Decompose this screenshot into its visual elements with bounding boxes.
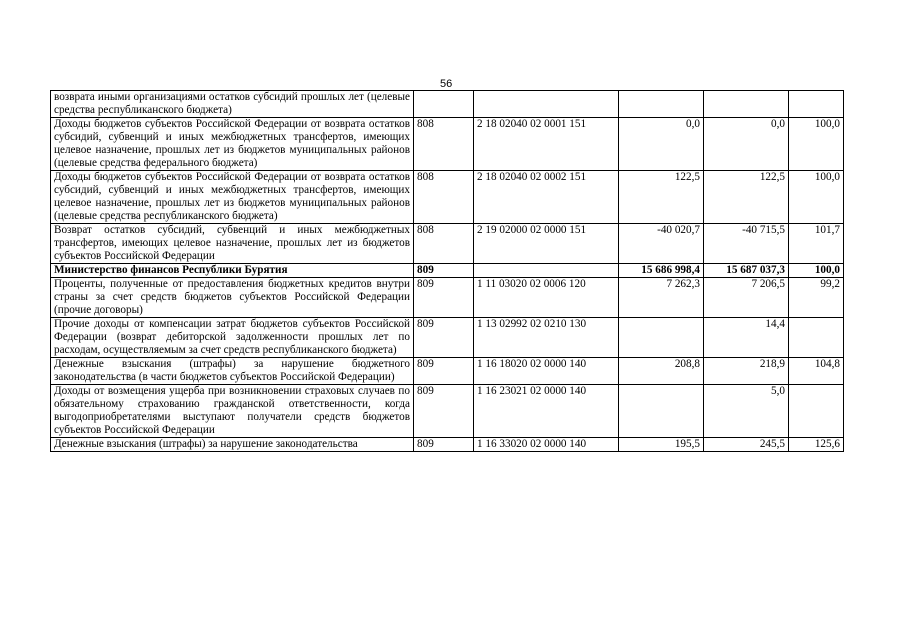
row-actual-amount: 0,0 <box>704 118 789 171</box>
row-percent: 100,0 <box>789 171 844 224</box>
row-budget-code <box>474 91 619 118</box>
row-percent: 100,0 <box>789 264 844 278</box>
row-description: Проценты, полученные от предоставления бюджетных кредитов внутри страны за счет средств бюджетов субъектов Российской Федерации (прочие договоры) <box>51 278 414 318</box>
row-planned-amount <box>619 91 704 118</box>
budget-table <box>50 90 844 452</box>
table-row <box>51 278 844 318</box>
row-planned-amount: 195,5 <box>619 438 704 452</box>
row-admin-code: 809 <box>414 385 474 438</box>
row-budget-code: 2 18 02040 02 0001 151 <box>474 118 619 171</box>
row-actual-amount <box>704 91 789 118</box>
row-planned-amount: 7 262,3 <box>619 278 704 318</box>
table-row <box>51 118 844 171</box>
row-actual-amount: 122,5 <box>704 171 789 224</box>
row-budget-code: 1 11 03020 02 0006 120 <box>474 278 619 318</box>
page-number: 56 <box>440 78 453 90</box>
table-row <box>51 224 844 264</box>
row-planned-amount: 0,0 <box>619 118 704 171</box>
table-row <box>51 171 844 224</box>
row-admin-code: 808 <box>414 171 474 224</box>
row-percent <box>789 91 844 118</box>
row-budget-code <box>474 264 619 278</box>
row-actual-amount: 14,4 <box>704 318 789 358</box>
row-budget-code: 1 16 18020 02 0000 140 <box>474 358 619 385</box>
row-budget-code: 2 18 02040 02 0002 151 <box>474 171 619 224</box>
row-percent <box>789 385 844 438</box>
row-description: Доходы бюджетов субъектов Российской Федерации от возврата остатков субсидий, субвенций и иных межбюджетных трансфертов, имеющих целевое назначение, прошлых лет из бюджетов муниципальных районов (целевые средства федерального бюджета) <box>51 118 414 171</box>
table-row <box>51 358 844 385</box>
row-planned-amount: 15 686 998,4 <box>619 264 704 278</box>
row-actual-amount: 218,9 <box>704 358 789 385</box>
row-actual-amount: 5,0 <box>704 385 789 438</box>
row-percent: 104,8 <box>789 358 844 385</box>
row-description: Денежные взыскания (штрафы) за нарушение бюджетного законодательства (в части бюджетов субъектов Российской Федерации) <box>51 358 414 385</box>
row-admin-code: 808 <box>414 224 474 264</box>
row-description: Министерство финансов Республики Бурятия <box>51 264 414 278</box>
row-planned-amount <box>619 385 704 438</box>
row-description: возврата иными организациями остатков субсидий прошлых лет (целевые средства республиканского бюджета) <box>51 91 414 118</box>
row-percent: 100,0 <box>789 118 844 171</box>
row-percent: 101,7 <box>789 224 844 264</box>
row-description: Прочие доходы от компенсации затрат бюджетов субъектов Российской Федерации (возврат дебиторской задолженности прошлых лет по расходам, осуществляемым за счет средств республиканского бюджета) <box>51 318 414 358</box>
row-admin-code: 809 <box>414 438 474 452</box>
row-actual-amount: 15 687 037,3 <box>704 264 789 278</box>
row-planned-amount: 208,8 <box>619 358 704 385</box>
row-actual-amount: -40 715,5 <box>704 224 789 264</box>
row-percent: 125,6 <box>789 438 844 452</box>
row-description: Возврат остатков субсидий, субвенций и иных межбюджетных трансфертов, имеющих целевое назначение, прошлых лет из бюджетов субъектов Российской Федерации <box>51 224 414 264</box>
table-row <box>51 264 844 278</box>
table-row <box>51 91 844 118</box>
row-admin-code <box>414 91 474 118</box>
row-planned-amount: -40 020,7 <box>619 224 704 264</box>
row-actual-amount: 7 206,5 <box>704 278 789 318</box>
row-description: Доходы бюджетов субъектов Российской Федерации от возврата остатков субсидий, субвенций и иных межбюджетных трансфертов, имеющих целевое назначение, прошлых лет из бюджетов муниципальных районов (целевые средства республиканского бюджета) <box>51 171 414 224</box>
row-planned-amount: 122,5 <box>619 171 704 224</box>
row-budget-code: 2 19 02000 02 0000 151 <box>474 224 619 264</box>
row-actual-amount: 245,5 <box>704 438 789 452</box>
row-admin-code: 809 <box>414 264 474 278</box>
row-admin-code: 809 <box>414 318 474 358</box>
row-budget-code: 1 13 02992 02 0210 130 <box>474 318 619 358</box>
row-budget-code: 1 16 33020 02 0000 140 <box>474 438 619 452</box>
table-row <box>51 385 844 438</box>
row-percent: 99,2 <box>789 278 844 318</box>
row-planned-amount <box>619 318 704 358</box>
table-row <box>51 318 844 358</box>
row-admin-code: 808 <box>414 118 474 171</box>
row-description: Доходы от возмещения ущерба при возникновении страховых случаев по обязательному страхованию гражданской ответственности, когда выгодоприобретателями выступают получатели средств бюджетов субъектов Российской Федерации <box>51 385 414 438</box>
row-description: Денежные взыскания (штрафы) за нарушение законодательства <box>51 438 414 452</box>
table-row <box>51 438 844 452</box>
row-percent <box>789 318 844 358</box>
row-admin-code: 809 <box>414 278 474 318</box>
row-admin-code: 809 <box>414 358 474 385</box>
budget-table-body <box>51 91 844 452</box>
row-budget-code: 1 16 23021 02 0000 140 <box>474 385 619 438</box>
